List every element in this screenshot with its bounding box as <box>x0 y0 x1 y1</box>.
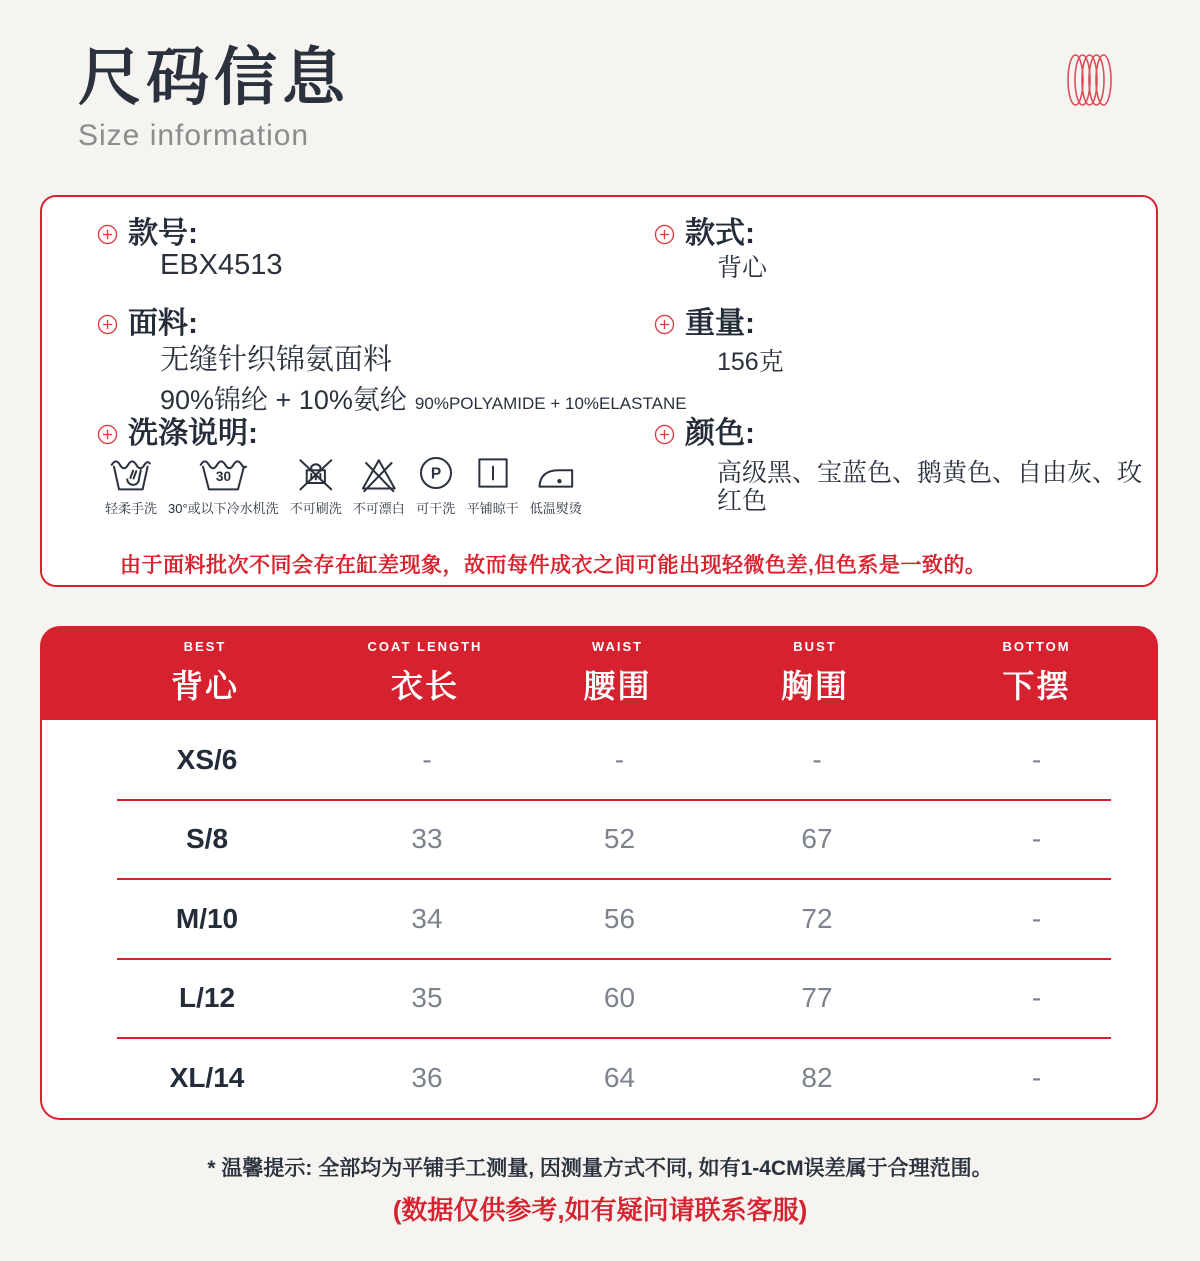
wash-icons-row <box>105 453 582 517</box>
low-iron-icon <box>534 453 578 493</box>
field-fabric <box>97 309 198 339</box>
wash-item-label: 平铺晾干 <box>466 501 519 516</box>
wash-item-label: 不可漂白 <box>352 501 405 516</box>
wash-item <box>467 453 519 517</box>
size-label: S/8 <box>185 823 229 855</box>
table-row <box>42 721 1156 799</box>
plus-circle-icon <box>654 424 675 445</box>
dry-flat-icon <box>473 453 513 493</box>
color-label: 颜色: <box>685 417 755 450</box>
plus-circle-icon <box>97 424 118 445</box>
cell-value: 64 <box>603 1061 636 1093</box>
cell-value: 35 <box>411 982 443 1014</box>
fabric-composition-cn: 90%锦纶 + 10%氨纶 <box>160 385 407 415</box>
wash-temp-text: 30 <box>215 469 231 485</box>
plus-circle-icon <box>654 224 675 245</box>
wash-item <box>290 453 342 517</box>
dye-lot-note: 由于面料批次不同会存在缸差现象，故而每件成衣之间可能出现轻微色差,但色系是一致的。 <box>120 554 987 577</box>
cell-value: 52 <box>603 823 636 855</box>
cell-value: - <box>1031 902 1042 934</box>
style-type-value: 背心 <box>717 254 768 282</box>
cell-value: - <box>422 743 432 775</box>
field-weight <box>654 309 755 339</box>
dry-clean-letter: P <box>430 465 441 483</box>
machine-wash-30-icon <box>198 453 249 493</box>
cell-value: 77 <box>801 982 833 1014</box>
wash-item <box>168 453 279 517</box>
column-header-en: WAIST <box>591 639 644 654</box>
field-color <box>654 419 755 449</box>
size-label: XS/6 <box>176 743 238 775</box>
page-title: 尺码信息 <box>78 43 350 113</box>
cell-value: - <box>614 743 625 775</box>
wash-item-label: 轻柔手洗 <box>105 501 158 516</box>
column-header-cn: 下摆 <box>1002 668 1071 704</box>
column-header-en: COAT LENGTH <box>367 639 483 654</box>
column-header <box>80 639 330 707</box>
wash-item-label: 30°或以下冷水机洗 <box>168 501 279 516</box>
table-row <box>42 1039 1156 1117</box>
cell-value: 34 <box>411 902 443 934</box>
style-number-label: 款号: <box>128 217 198 250</box>
field-wash-instructions <box>97 419 258 449</box>
no-bleach-icon <box>357 453 401 493</box>
page-subtitle: Size information <box>78 119 310 153</box>
cell-value: - <box>1031 982 1042 1014</box>
cell-value: - <box>1031 743 1042 775</box>
cell-value: - <box>1031 823 1042 855</box>
coil-icon <box>1066 52 1114 108</box>
column-header-cn: 腰围 <box>583 668 652 704</box>
plus-circle-icon <box>97 224 118 245</box>
size-table-header <box>40 626 1158 720</box>
wash-item <box>416 453 456 517</box>
cell-value: 56 <box>603 902 636 934</box>
weight-value: 156克 <box>717 348 784 376</box>
dry-clean-icon <box>416 453 456 493</box>
weight-label: 重量: <box>685 307 755 340</box>
wash-item <box>530 453 582 517</box>
wash-item-label: 可干洗 <box>416 501 456 516</box>
column-header <box>715 639 915 707</box>
table-row <box>42 960 1156 1038</box>
color-value: 高级黑、宝蓝色、鹅黄色、自由灰、玫红色 <box>717 459 1143 515</box>
plus-circle-icon <box>97 314 118 335</box>
cell-value: 82 <box>801 1061 833 1093</box>
column-header-en: BOTTOM <box>1002 639 1071 654</box>
column-header-en: BUST <box>793 639 837 654</box>
style-number-value: EBX4513 <box>160 249 283 281</box>
column-header <box>330 639 520 707</box>
size-label: M/10 <box>175 902 239 934</box>
table-row <box>42 801 1156 879</box>
no-scrub-icon <box>294 453 338 493</box>
column-header-cn: 衣长 <box>390 668 459 704</box>
column-header <box>520 639 715 707</box>
wash-item-label: 低温熨烫 <box>529 501 582 516</box>
hand-wash-icon <box>109 453 153 493</box>
wash-item-label: 不可刷洗 <box>289 501 342 516</box>
header <box>78 44 350 153</box>
wash-item <box>353 453 405 517</box>
reference-footnote: (数据仅供参考,如有疑问请联系客服) <box>392 1195 808 1225</box>
wash-label: 洗涤说明: <box>128 417 258 450</box>
cell-value: - <box>1031 1061 1042 1093</box>
table-row <box>42 880 1156 958</box>
fabric-label: 面料: <box>128 307 198 340</box>
field-style-type <box>654 219 755 249</box>
fabric-value: 无缝针织锦氨面料 <box>160 344 393 376</box>
wash-item <box>105 453 157 517</box>
cell-value: 60 <box>603 982 636 1014</box>
cell-value: 33 <box>411 823 443 855</box>
column-header-cn: 背心 <box>170 668 239 704</box>
column-header-en: BEST <box>183 639 227 654</box>
cell-value: 36 <box>411 1061 443 1093</box>
measure-footnote: * 温馨提示: 全部均为平铺手工测量, 因测量方式不同, 如有1-4CM误差属于合理范围。 <box>207 1157 993 1180</box>
cell-value: 72 <box>801 902 833 934</box>
column-header <box>915 639 1158 707</box>
size-table-body <box>40 720 1158 1120</box>
plus-circle-icon <box>654 314 675 335</box>
size-label: L/12 <box>178 982 236 1014</box>
size-table <box>40 626 1158 1120</box>
style-type-label: 款式: <box>685 217 755 250</box>
field-style-number <box>97 219 198 249</box>
cell-value: 67 <box>801 823 833 855</box>
fabric-composition <box>160 385 687 417</box>
column-header-cn: 胸围 <box>780 668 849 704</box>
fabric-composition-en: 90%POLYAMIDE + 10%ELASTANE <box>414 394 687 413</box>
cell-value: - <box>812 743 822 775</box>
size-label: XL/14 <box>169 1061 245 1093</box>
product-info-box <box>40 195 1158 587</box>
